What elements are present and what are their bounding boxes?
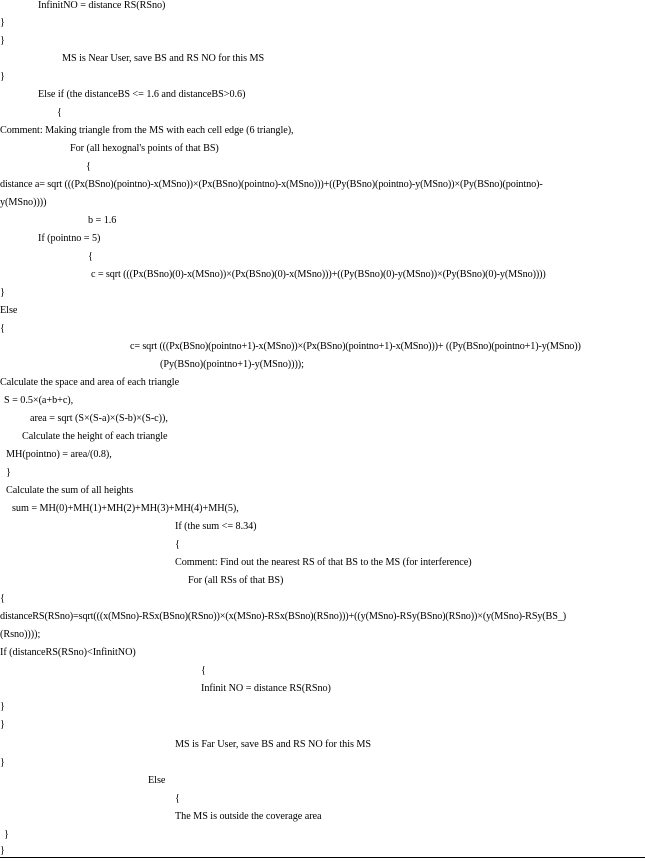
code-line: Calculate the space and area of each triangle	[0, 377, 180, 388]
code-line: sum = MH(0)+MH(1)+MH(2)+MH(3)+MH(4)+MH(5),	[12, 503, 239, 514]
code-line: If (distanceRS(RSno)<InfinitNO)	[0, 647, 136, 658]
code-line: }	[0, 757, 5, 768]
code-line: MS is Far User, save BS and RS NO for this MS	[175, 739, 372, 750]
code-line: }	[0, 719, 5, 730]
code-line: }	[0, 17, 5, 28]
code-line: For (all hexognal's points of that BS)	[70, 143, 219, 154]
code-line: Comment: Find out the nearest RS of that BS to the MS (for interference)	[175, 557, 472, 568]
code-line: }	[0, 845, 5, 856]
code-line: MH(pointno) = area/(0.8),	[6, 449, 112, 460]
code-line: The MS is outside the coverage area	[175, 811, 322, 822]
code-line: Else	[148, 775, 166, 786]
code-line: distanceRS(RSno)=sqrt(((x(MSno)-RSx(BSno)(RSno))×(x(MSno)-RSx(BSno)(RSno)))+((y(MSno)-RSy(BSno)(RSno))×(y(MSno)-RSy(BS_)	[0, 611, 566, 622]
code-line: InfinitNO = distance RS(RSno)	[38, 0, 166, 11]
code-line: }	[0, 35, 5, 46]
code-line: distance a= sqrt (((Px(BSno)(pointno)-x(MSno))×(Px(BSno)(pointno)-x(MSno)))+((Py(BSno)(pointno)-y(MSno))×(Py(BSno)(pointno)-	[0, 179, 543, 190]
code-line: {	[175, 793, 180, 804]
code-line: If (pointno = 5)	[38, 233, 101, 244]
code-line: Comment: Making triangle from the MS with each cell edge (6 triangle),	[0, 125, 294, 136]
bottom-rule	[0, 857, 645, 858]
code-line: (Py(BSno)(pointno+1)-y(MSno))));	[160, 359, 304, 370]
code-line: Else if (the distanceBS <= 1.6 and distanceBS>0.6)	[38, 89, 246, 100]
code-line: {	[175, 539, 180, 550]
code-line: MS is Near User, save BS and RS NO for this MS	[62, 53, 265, 64]
code-line: y(MSno))))	[0, 197, 47, 208]
code-line: b = 1.6	[88, 215, 117, 226]
code-line: Infinit NO = distance RS(RSno)	[201, 683, 331, 694]
code-line: {	[0, 593, 5, 604]
code-line: (Rsno))));	[0, 629, 41, 640]
code-line: {	[86, 161, 91, 172]
code-line: {	[57, 107, 62, 118]
code-line: }	[0, 71, 5, 82]
code-line: area = sqrt (S×(S-a)×(S-b)×(S-c)),	[30, 413, 168, 424]
code-line: }	[0, 701, 5, 712]
code-line: Calculate the height of each triangle	[22, 431, 168, 442]
code-line: {	[88, 251, 93, 262]
code-line: Calculate the sum of all heights	[6, 485, 134, 496]
code-line: Else	[0, 305, 18, 316]
code-line: }	[0, 287, 5, 298]
code-line: }	[6, 467, 11, 478]
code-line: c = sqrt (((Px(BSno)(0)-x(MSno))×(Px(BSno)(0)-x(MSno)))+((Py(BSno)(0)-y(MSno))×(Py(BSno)(0)-y(MSno))))	[91, 269, 546, 280]
code-line: c= sqrt (((Px(BSno)(pointno+1)-x(MSno))×(Px(BSno)(pointno+1)-x(MSno)))+ ((Py(BSno)(pointno+1)-y(MSno))	[130, 341, 581, 352]
code-line: S = 0.5×(a+b+c),	[4, 395, 74, 406]
code-line: }	[4, 829, 9, 840]
code-line: {	[0, 323, 5, 334]
code-line: If (the sum <= 8.34)	[175, 521, 257, 532]
code-line: For (all RSs of that BS)	[188, 575, 284, 586]
code-line: {	[201, 665, 206, 676]
